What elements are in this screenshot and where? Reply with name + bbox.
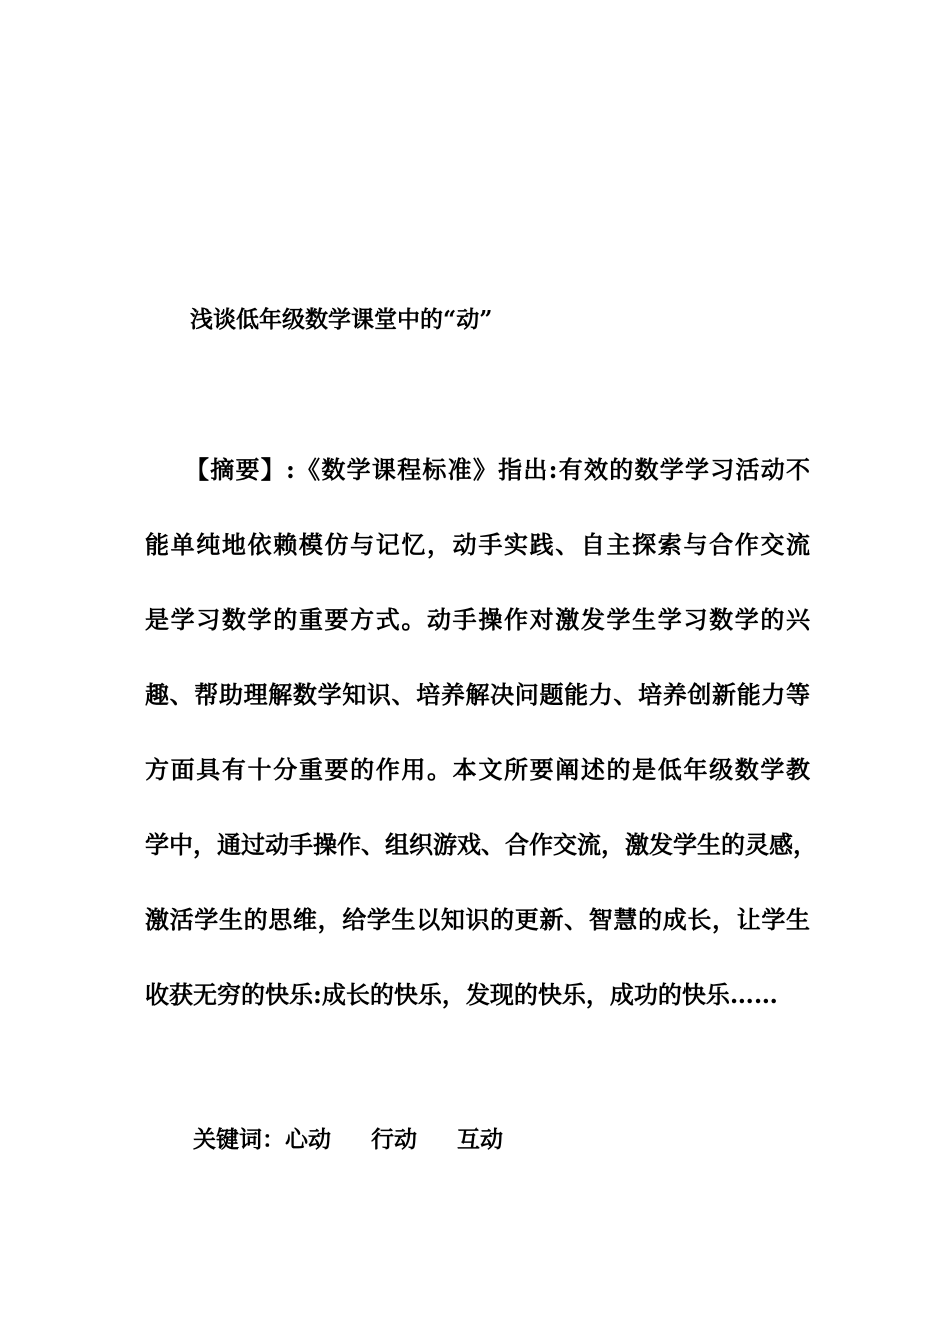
- keywords-label: 关键词：: [193, 1126, 285, 1153]
- abstract-line: 激活学生的思维，给学生以知识的更新、智慧的成长，让学生: [145, 905, 810, 934]
- abstract-line: 能单纯地依赖模仿与记忆，动手实践、自主探索与合作交流: [145, 530, 810, 559]
- abstract-paragraph: [145, 448, 817, 1048]
- abstract-line: 收获无穷的快乐:成长的快乐，发现的快乐，成功的快乐……: [145, 980, 778, 1009]
- abstract-line: 趣、帮助理解数学知识、培养解决问题能力、培养创新能力等: [145, 680, 810, 709]
- abstract-line: 是学习数学的重要方式。动手操作对激发学生学习数学的兴: [145, 605, 810, 634]
- abstract-line: 学中，通过动手操作、组织游戏、合作交流，激发学生的灵感，: [145, 830, 817, 859]
- abstract-line: 【摘要】:《数学课程标准》指出:有效的数学学习活动不: [185, 455, 810, 484]
- keyword-item: 行动: [371, 1126, 417, 1153]
- keyword-item: 心动: [285, 1126, 331, 1153]
- keyword-item: 互动: [457, 1126, 503, 1153]
- keywords-line: [193, 1120, 503, 1160]
- document-title: 浅谈低年级数学课堂中的“动”: [190, 306, 493, 333]
- abstract-line: 方面具有十分重要的作用。本文所要阐述的是低年级数学教: [145, 755, 810, 784]
